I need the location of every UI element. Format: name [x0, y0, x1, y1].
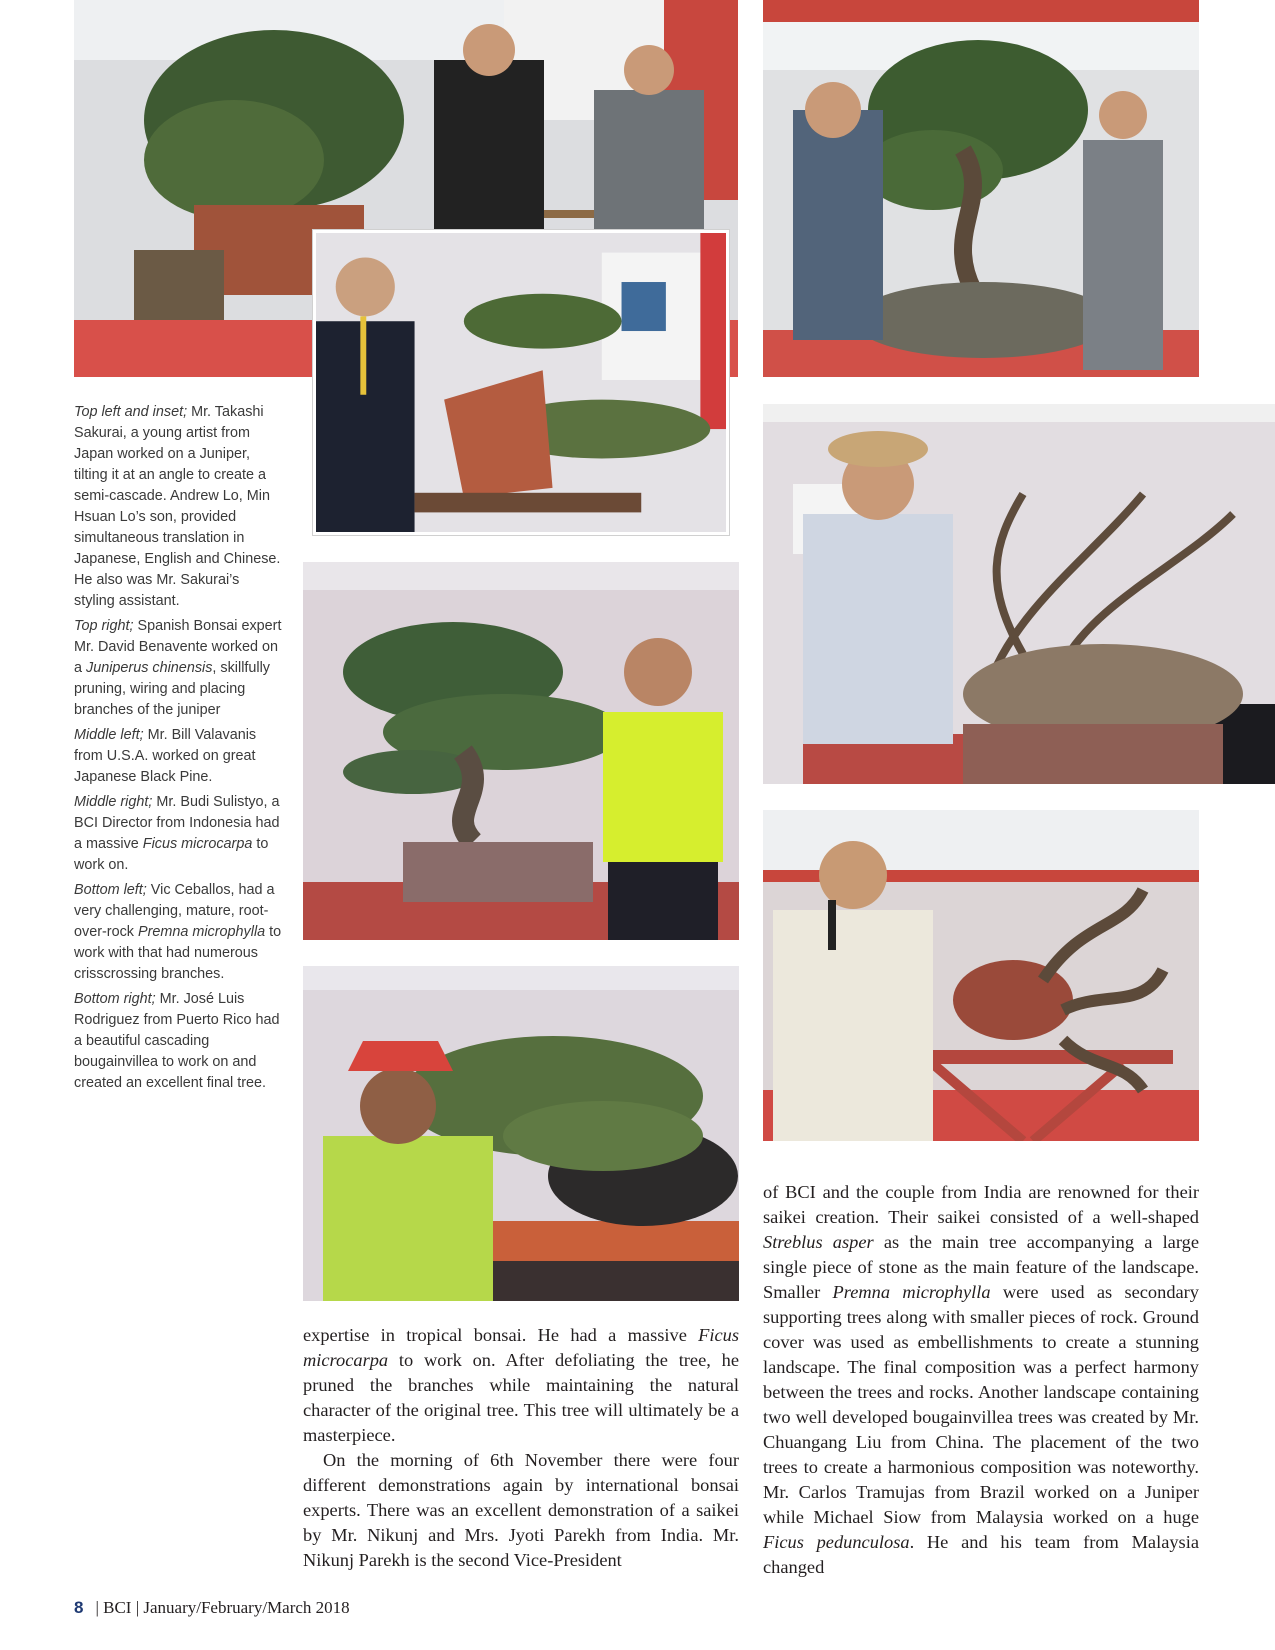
caption-bottom-left: Bottom left; Vic Ceballos, had a very challenging, mature, root-over-rock Premna microphylla to work with that had numerous crisscrossing branches. — [74, 882, 282, 982]
photo-ceballos-premna-icon — [303, 966, 739, 1301]
photo-inset — [313, 230, 729, 535]
photo-middle-left — [303, 562, 739, 940]
article-paragraph: of BCI and the couple from India are renowned for their saikei creation. Their saikei consisted of a well-shaped Streblus asper as the main tree accompanying a large single piece of stone as the main feature of the landscape. Smaller Premna microphylla were used as secondary supporting trees along with smaller pieces of rock. Ground cover was used as embellishments to create a stunning landscape. The final composition was a perfect harmony between the trees and rocks. Another landscape containing two well developed bougainvillea trees was created by Mr. Chuangang Liu from China. The placement of the two trees to create a harmonious composition was noteworthy. Mr. Carlos Tramujas from Brazil worked on a Juniper while Michael Siow from Malaysia worked on a huge Ficus pedunculosa. He and his team from Malaysia changed — [763, 1182, 1199, 1577]
photo-captions — [74, 402, 284, 1098]
caption-middle-left: Middle left; Mr. Bill Valavanis from U.S.A. worked on great Japanese Black Pine. — [74, 727, 257, 785]
caption-bottom-right: Bottom right; Mr. José Luis Rodriguez from Puerto Rico had a beautiful cascading bougainvillea to work on and created an excellent final tree. — [74, 991, 280, 1091]
photo-valavanis-black-pine-icon — [303, 562, 739, 940]
photo-top-right — [763, 0, 1199, 377]
photo-middle-right — [763, 404, 1275, 784]
article-paragraph: On the morning of 6th November there were four different demonstrations again by international bonsai experts. There was an excellent demonstration of a saikei by Mr. Nikunj and Mrs. Jyoti Parekh from India. Mr. Nikunj Parekh is the second Vice-President — [303, 1450, 739, 1570]
page-footer — [74, 1598, 350, 1618]
photo-rodriguez-bougainvillea-icon — [763, 810, 1199, 1141]
article-right-column — [763, 1180, 1199, 1580]
caption-top-left: Top left and inset; Mr. Takashi Sakurai, a young artist from Japan worked on a Juniper, tilting it at an angle to create a semi-cascade. Andrew Lo, Min Hsuan Lo’s son, provided simultaneous translation in Japanese, English and Chinese. He also was Mr. Sakurai’s styling assistant. — [74, 404, 281, 609]
page-number: 8 — [74, 1598, 84, 1617]
footer-publication: | BCI | January/February/March 2018 — [95, 1598, 350, 1617]
caption-middle-right: Middle right; Mr. Budi Sulistyo, a BCI Director from Indonesia had a massive Ficus microcarpa to work on. — [74, 794, 280, 873]
photo-benavente-juniperus-icon — [763, 0, 1199, 377]
photo-sulistyo-ficus-icon — [763, 404, 1275, 784]
photo-bottom-right — [763, 810, 1199, 1141]
photo-bottom-left — [303, 966, 739, 1301]
caption-top-right: Top right; Spanish Bonsai expert Mr. David Benavente worked on a Juniperus chinensis, skillfully pruning, wiring and placing branches of the juniper — [74, 618, 282, 718]
article-paragraph: expertise in tropical bonsai. He had a massive Ficus microcarpa to work on. After defoliating the tree, he pruned the branches while maintaining the natural character of the original tree. This tree will ultimately be a masterpiece. — [303, 1325, 739, 1445]
photo-sakurai-juniper-icon — [316, 233, 726, 532]
article-left-column — [303, 1323, 739, 1573]
